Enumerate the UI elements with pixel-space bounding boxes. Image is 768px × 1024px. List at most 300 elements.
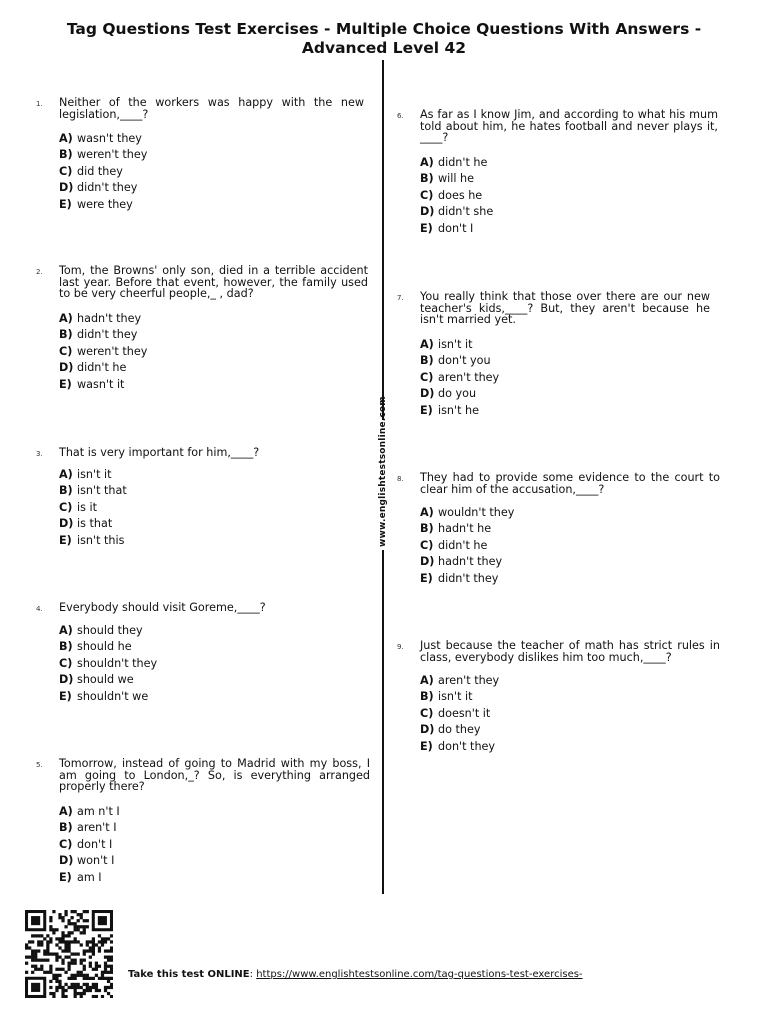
option-b[interactable] — [59, 147, 147, 163]
option-letter: A) — [420, 156, 434, 169]
page-title — [0, 20, 768, 58]
qr-module — [64, 971, 67, 974]
option-letter: D) — [59, 361, 74, 375]
option-c[interactable] — [59, 837, 120, 853]
qr-module — [64, 943, 67, 946]
option-letter: B) — [59, 821, 73, 835]
qr-module — [61, 937, 64, 940]
qr-module — [61, 919, 64, 922]
qr-module — [104, 968, 107, 971]
option-text: didn't she — [438, 205, 494, 219]
qr-module — [28, 956, 31, 959]
qr-module — [110, 968, 113, 971]
option-a[interactable] — [59, 467, 127, 483]
option-e[interactable] — [420, 221, 493, 237]
qr-module — [61, 962, 64, 965]
option-text: isn't he — [438, 403, 480, 417]
qr-module — [55, 977, 58, 980]
option-b[interactable] — [420, 689, 499, 705]
qr-module — [110, 977, 113, 980]
option-e[interactable] — [59, 689, 157, 705]
qr-module — [74, 992, 77, 995]
qr-module — [40, 943, 43, 946]
question-number: 8. — [397, 475, 404, 483]
option-d[interactable] — [59, 360, 147, 376]
qr-module — [83, 965, 86, 968]
option-text: do they — [438, 723, 481, 737]
qr-module — [92, 952, 95, 955]
qr-module — [52, 928, 55, 931]
option-text: aren't they — [438, 674, 500, 687]
option-letter: D) — [59, 181, 74, 195]
qr-module — [110, 959, 113, 962]
option-list — [420, 337, 499, 419]
qr-module — [52, 974, 55, 977]
qr-module — [71, 959, 74, 962]
qr-module — [49, 992, 52, 995]
option-letter: A) — [420, 674, 434, 687]
option-c[interactable] — [59, 500, 127, 516]
option-c[interactable] — [420, 706, 499, 722]
question-text: That is very important for him,____? — [59, 446, 260, 459]
qr-module — [64, 949, 67, 952]
qr-module — [52, 992, 55, 995]
qr-module — [77, 919, 80, 922]
option-text: don't I — [77, 837, 113, 851]
qr-module — [95, 943, 98, 946]
option-a[interactable] — [420, 155, 493, 171]
option-letter: C) — [59, 837, 73, 851]
option-a[interactable] — [59, 804, 120, 820]
qr-module — [83, 968, 86, 971]
question-number: 2. — [36, 268, 43, 276]
option-text: aren't they — [438, 370, 500, 384]
qr-module — [71, 910, 74, 913]
option-letter: B) — [420, 172, 434, 186]
qr-module — [92, 983, 95, 986]
option-text: should we — [77, 673, 134, 687]
qr-module — [31, 965, 34, 968]
qr-module — [74, 959, 77, 962]
qr-module — [40, 940, 43, 943]
qr-module — [55, 959, 58, 962]
qr-module — [107, 959, 110, 962]
option-text: wasn't it — [77, 377, 125, 391]
qr-module — [77, 986, 80, 989]
option-text: isn't this — [77, 533, 125, 547]
qr-module — [55, 989, 58, 992]
option-letter: C) — [59, 500, 73, 514]
option-a[interactable] — [420, 505, 514, 521]
qr-module — [89, 986, 92, 989]
option-text: will he — [438, 172, 475, 186]
option-text: shouldn't we — [77, 689, 149, 703]
option-a[interactable] — [420, 337, 499, 353]
option-letter: E) — [59, 533, 72, 547]
qr-module — [92, 949, 95, 952]
qr-module — [61, 992, 64, 995]
qr-module — [46, 934, 49, 937]
qr-module — [110, 971, 113, 974]
option-list — [59, 467, 127, 549]
qr-module — [34, 968, 37, 971]
qr-module — [86, 974, 89, 977]
qr-module — [37, 943, 40, 946]
option-text: didn't he — [77, 361, 127, 375]
option-letter: A) — [59, 624, 73, 637]
option-text: hadn't he — [438, 522, 492, 536]
option-c[interactable] — [59, 344, 147, 360]
qr-code-icon[interactable] — [25, 910, 113, 998]
qr-module — [98, 934, 101, 937]
qr-module — [43, 952, 46, 955]
qr-module — [67, 919, 70, 922]
qr-module — [71, 974, 74, 977]
option-a[interactable] — [59, 131, 147, 147]
qr-module — [107, 956, 110, 959]
option-text: isn't that — [77, 484, 127, 498]
option-b[interactable] — [420, 171, 493, 187]
option-letter: D) — [59, 517, 74, 531]
qr-module — [37, 940, 40, 943]
qr-module — [80, 974, 83, 977]
qr-module — [49, 925, 52, 928]
qr-module — [55, 974, 58, 977]
qr-module — [49, 986, 52, 989]
qr-module — [55, 952, 58, 955]
qr-module — [89, 956, 92, 959]
qr-module — [98, 916, 107, 925]
qr-module — [49, 971, 52, 974]
qr-module — [92, 946, 95, 949]
qr-module — [67, 977, 70, 980]
option-a[interactable] — [420, 673, 499, 689]
qr-module — [71, 916, 74, 919]
qr-module — [67, 922, 70, 925]
qr-module — [61, 934, 64, 937]
qr-module — [25, 946, 28, 949]
qr-module — [95, 962, 98, 965]
option-text: isn't it — [438, 338, 473, 351]
qr-module — [64, 925, 67, 928]
question-text: They had to provide some evidence to the court to clear him of the accusation,____? — [420, 471, 720, 496]
footer — [128, 969, 583, 980]
qr-module — [92, 995, 95, 998]
option-b[interactable] — [59, 639, 157, 655]
qr-module — [31, 916, 40, 925]
qr-module — [77, 952, 80, 955]
option-d[interactable] — [59, 180, 147, 196]
qr-module — [86, 943, 89, 946]
qr-module — [64, 913, 67, 916]
qr-module — [89, 962, 92, 965]
option-letter: A) — [59, 805, 73, 818]
option-b[interactable] — [420, 353, 499, 369]
option-e[interactable] — [420, 739, 499, 755]
qr-module — [104, 986, 107, 989]
qr-module — [95, 974, 98, 977]
qr-module — [37, 949, 40, 952]
qr-module — [95, 968, 98, 971]
qr-module — [86, 989, 89, 992]
qr-module — [95, 983, 98, 986]
qr-module — [77, 913, 80, 916]
qr-module — [98, 989, 101, 992]
option-d[interactable] — [420, 386, 499, 402]
option-d[interactable] — [420, 722, 499, 738]
option-text: isn't it — [438, 690, 473, 704]
option-b[interactable] — [59, 483, 127, 499]
qr-module — [31, 983, 40, 992]
qr-module — [46, 971, 49, 974]
option-text: didn't they — [77, 328, 138, 342]
option-letter: E) — [420, 403, 433, 417]
question-number: 1. — [36, 100, 43, 108]
option-text: weren't they — [77, 148, 148, 162]
qr-module — [55, 928, 58, 931]
option-a[interactable] — [59, 311, 147, 327]
option-letter: C) — [420, 188, 434, 202]
option-text: am n't I — [77, 805, 120, 818]
qr-module — [25, 956, 28, 959]
side-text-box — [373, 396, 393, 550]
question-text: As far as I know Jim, and according to what his mum told about him, he hates football and never plays it, ____? — [420, 108, 718, 144]
qr-module — [95, 986, 98, 989]
qr-module — [74, 952, 77, 955]
qr-module — [55, 968, 58, 971]
qr-module — [83, 931, 86, 934]
option-c[interactable] — [59, 164, 147, 180]
qr-module — [110, 934, 113, 937]
qr-module — [80, 943, 83, 946]
qr-module — [92, 940, 95, 943]
option-letter: B) — [420, 522, 434, 536]
qr-module — [110, 940, 113, 943]
option-letter: D) — [420, 387, 435, 401]
qr-module — [86, 910, 89, 913]
question-text: Everybody should visit Goreme,____? — [59, 601, 266, 614]
qr-module — [58, 916, 61, 919]
qr-module — [107, 977, 110, 980]
qr-module — [40, 934, 43, 937]
option-text: didn't they — [438, 571, 499, 585]
qr-module — [83, 919, 86, 922]
qr-module — [74, 922, 77, 925]
footer-separator: : — [249, 969, 257, 980]
option-e[interactable] — [59, 533, 127, 549]
qr-module — [77, 940, 80, 943]
qr-module — [98, 946, 101, 949]
qr-module — [49, 952, 52, 955]
qr-module — [55, 980, 58, 983]
qr-module — [49, 940, 52, 943]
qr-module — [104, 937, 107, 940]
option-text: does he — [438, 188, 483, 202]
qr-module — [58, 937, 61, 940]
qr-module — [86, 986, 89, 989]
qr-module — [71, 977, 74, 980]
qr-module — [74, 977, 77, 980]
qr-module — [64, 983, 67, 986]
qr-module — [55, 937, 58, 940]
qr-module — [74, 989, 77, 992]
option-e[interactable] — [420, 403, 499, 419]
qr-module — [31, 940, 34, 943]
option-text: didn't he — [438, 538, 488, 552]
qr-module — [58, 968, 61, 971]
qr-module — [101, 974, 104, 977]
option-c[interactable] — [420, 370, 499, 386]
qr-module — [31, 956, 34, 959]
qr-module — [104, 971, 107, 974]
qr-module — [83, 983, 86, 986]
qr-module — [83, 989, 86, 992]
qr-module — [64, 940, 67, 943]
option-letter: E) — [420, 739, 433, 753]
option-letter: A) — [59, 312, 73, 325]
qr-module — [58, 983, 61, 986]
option-d[interactable] — [420, 554, 514, 570]
option-c[interactable] — [420, 538, 514, 554]
qr-module — [61, 989, 64, 992]
title-line-1: Tag Questions Test Exercises - Multiple Choice Questions With Answers - — [66, 20, 702, 38]
qr-module — [37, 934, 40, 937]
option-c[interactable] — [59, 656, 157, 672]
qr-module — [55, 956, 58, 959]
option-e[interactable] — [420, 571, 514, 587]
qr-module — [25, 971, 28, 974]
qr-module — [101, 937, 104, 940]
option-e[interactable] — [59, 377, 147, 393]
option-e[interactable] — [59, 197, 147, 213]
qr-module — [101, 940, 104, 943]
qr-module — [104, 956, 107, 959]
qr-module — [80, 959, 83, 962]
qr-module — [101, 995, 104, 998]
qr-module — [34, 956, 37, 959]
qr-module — [92, 943, 95, 946]
qr-module — [104, 965, 107, 968]
qr-module — [89, 946, 92, 949]
title-line-2: Advanced Level 42 — [301, 39, 467, 57]
qr-module — [64, 934, 67, 937]
qr-module — [89, 989, 92, 992]
qr-module — [74, 925, 77, 928]
qr-module — [25, 962, 28, 965]
option-letter: E) — [59, 377, 72, 391]
qr-module — [83, 952, 86, 955]
qr-module — [34, 965, 37, 968]
qr-module — [74, 986, 77, 989]
qr-module — [104, 940, 107, 943]
option-b[interactable] — [59, 820, 120, 836]
qr-module — [80, 992, 83, 995]
qr-module — [40, 965, 43, 968]
option-d[interactable] — [59, 853, 120, 869]
qr-module — [58, 913, 61, 916]
qr-module — [71, 922, 74, 925]
qr-module — [52, 931, 55, 934]
qr-module — [46, 946, 49, 949]
question-text: Tomorrow, instead of going to Madrid with my boss, I am going to London,_? So, is everything arranged properly there? — [59, 757, 370, 793]
question-number: 4. — [36, 605, 43, 613]
qr-module — [43, 949, 46, 952]
qr-module — [64, 995, 67, 998]
option-letter: B) — [59, 328, 73, 342]
option-b[interactable] — [420, 521, 514, 537]
option-a[interactable] — [59, 623, 157, 639]
qr-module — [83, 928, 86, 931]
qr-module — [67, 940, 70, 943]
qr-module — [107, 965, 110, 968]
qr-module — [104, 977, 107, 980]
qr-module — [98, 965, 101, 968]
qr-module — [95, 989, 98, 992]
qr-module — [80, 931, 83, 934]
qr-module — [77, 983, 80, 986]
qr-module — [110, 949, 113, 952]
option-letter: C) — [59, 344, 73, 358]
footer-label: Take this test ONLINE — [128, 969, 250, 980]
option-d[interactable] — [59, 672, 157, 688]
qr-module — [25, 943, 28, 946]
option-letter: E) — [59, 689, 72, 703]
option-text: hadn't they — [77, 312, 142, 325]
qr-module — [49, 965, 52, 968]
option-c[interactable] — [420, 188, 493, 204]
qr-module — [58, 946, 61, 949]
qr-module — [80, 925, 83, 928]
question-number: 3. — [36, 450, 43, 458]
option-d[interactable] — [59, 516, 127, 532]
qr-module — [71, 931, 74, 934]
option-e[interactable] — [59, 870, 120, 886]
option-b[interactable] — [59, 327, 147, 343]
qr-module — [52, 977, 55, 980]
qr-module — [52, 952, 55, 955]
qr-module — [43, 971, 46, 974]
qr-module — [40, 968, 43, 971]
qr-module — [83, 959, 86, 962]
qr-module — [92, 977, 95, 980]
option-text: didn't he — [438, 156, 488, 169]
option-letter: D) — [420, 555, 435, 569]
qr-module — [52, 995, 55, 998]
option-letter: B) — [59, 640, 73, 654]
option-letter: A) — [420, 338, 434, 351]
qr-module — [67, 986, 70, 989]
option-list — [59, 131, 147, 213]
option-d[interactable] — [420, 204, 493, 220]
qr-module — [80, 916, 83, 919]
qr-module — [67, 943, 70, 946]
qr-module — [55, 943, 58, 946]
qr-module — [61, 959, 64, 962]
qr-module — [31, 949, 34, 952]
qr-module — [49, 968, 52, 971]
qr-module — [101, 977, 104, 980]
qr-module — [80, 971, 83, 974]
qr-module — [46, 959, 49, 962]
qr-module — [89, 977, 92, 980]
qr-module — [31, 971, 34, 974]
qr-module — [58, 980, 61, 983]
qr-module — [49, 916, 52, 919]
question-text: You really think that those over there are our new teacher's kids,____? But, they aren't because he isn't married yet. — [420, 290, 710, 326]
qr-module — [67, 934, 70, 937]
footer-link[interactable]: https://www.englishtestsonline.com/tag-questions-test-exercises- — [256, 969, 583, 980]
qr-module — [89, 949, 92, 952]
